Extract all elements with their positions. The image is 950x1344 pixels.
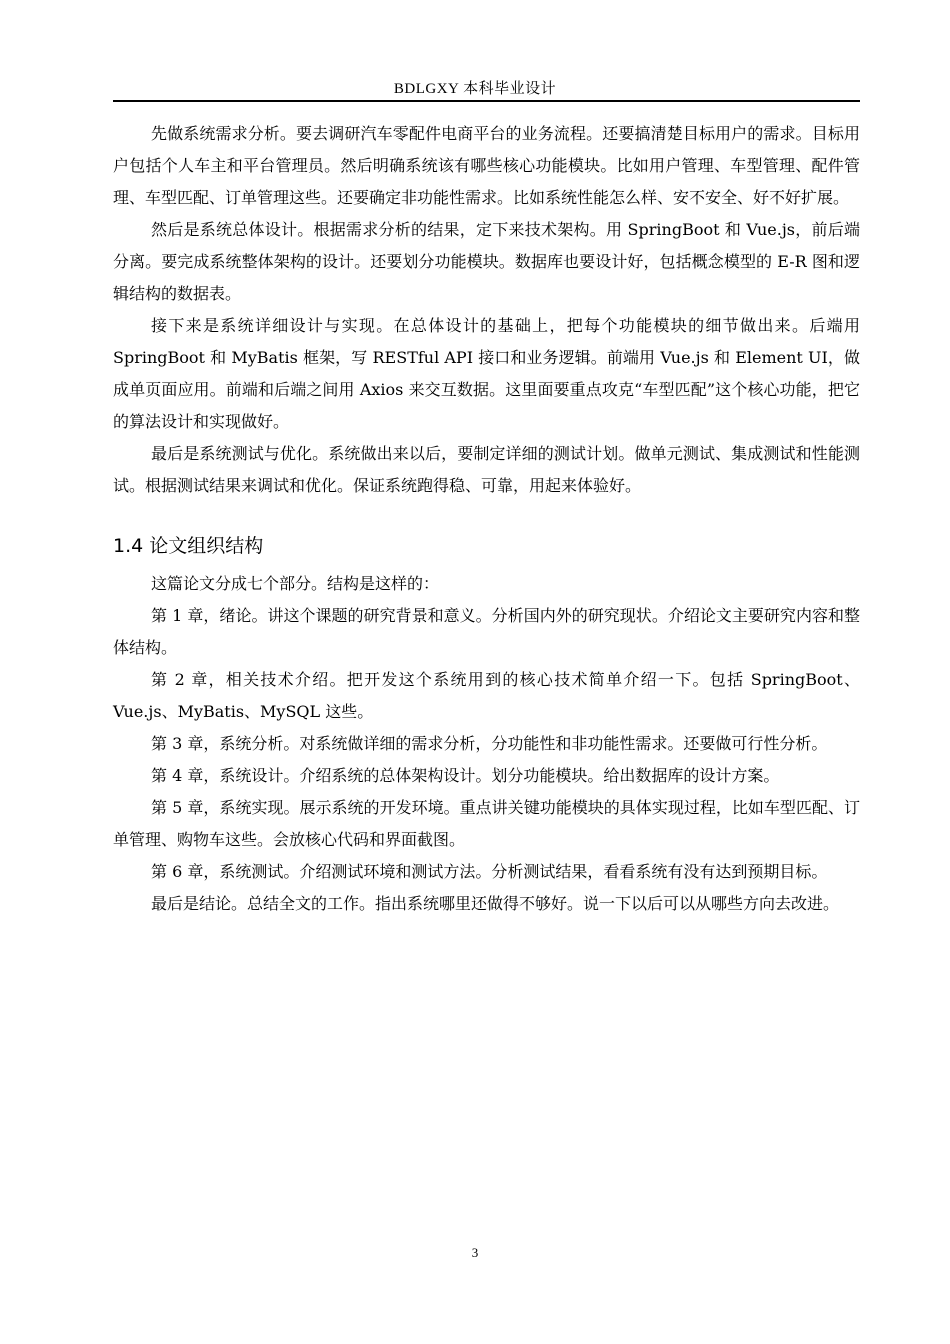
header-rule (113, 100, 860, 102)
body-paragraph: 然后是系统总体设计。根据需求分析的结果，定下来技术架构。用 SpringBoot 和 Vue.js，前后端分离。要完成系统整体架构的设计。还要划分功能模块。数据库也要设计好，包括概念模型的 E-R 图和逻辑结构的数据表。 (113, 220, 860, 303)
document-body (113, 118, 860, 920)
section-paragraph: 第 5 章，系统实现。展示系统的开发环境。重点讲关键功能模块的具体实现过程，比如车型匹配、订单管理、购物车这些。会放核心代码和界面截图。 (113, 798, 860, 849)
body-paragraph: 接下来是系统详细设计与实现。在总体设计的基础上，把每个功能模块的细节做出来。后端用 SpringBoot 和 MyBatis 框架，写 RESTful API 接口和业务逻辑。前端用 Vue.js 和 Element UI，做成单页面应用。前端和后端之间用 Axios 来交互数据。这里面要重点攻克“车型匹配”这个核心功能，把它的算法设计和实现做好。 (113, 316, 860, 431)
section-paragraph: 最后是结论。总结全文的工作。指出系统哪里还做得不够好。说一下以后可以从哪些方向去改进。 (151, 894, 840, 913)
section-paragraph: 第 6 章，系统测试。介绍测试环境和测试方法。分析测试结果，看看系统有没有达到预期目标。 (151, 862, 828, 881)
page-header-title: BDLGXY 本科毕业设计 (393, 81, 557, 97)
section-paragraph: 第 3 章，系统分析。对系统做详细的需求分析，分功能性和非功能性需求。还要做可行性分析。 (151, 734, 828, 753)
section-paragraph: 第 1 章，绪论。讲这个课题的研究背景和意义。分析国内外的研究现状。介绍论文主要研究内容和整体结构。 (113, 606, 860, 657)
section-paragraph: 这篇论文分成七个部分。结构是这样的： (151, 574, 440, 593)
section-paragraph: 第 4 章，系统设计。介绍系统的总体架构设计。划分功能模块。给出数据库的设计方案。 (151, 766, 780, 785)
body-paragraph: 最后是系统测试与优化。系统做出来以后，要制定详细的测试计划。做单元测试、集成测试和性能测试。根据测试结果来调试和优化。保证系统跑得稳、可靠，用起来体验好。 (113, 444, 860, 495)
page-number: 3 (471, 1245, 479, 1260)
section-heading: 1.4 论文组织结构 (113, 535, 264, 557)
section-paragraph: 第 2 章，相关技术介绍。把开发这个系统用到的核心技术简单介绍一下。包括 SpringBoot、Vue.js、MyBatis、MySQL 这些。 (113, 670, 860, 721)
body-paragraph: 先做系统需求分析。要去调研汽车零配件电商平台的业务流程。还要搞清楚目标用户的需求。目标用户包括个人车主和平台管理员。然后明确系统该有哪些核心功能模块。比如用户管理、车型管理、配件管理、车型匹配、订单管理这些。还要确定非功能性需求。比如系统性能怎么样、安不安全、好不好扩展。 (113, 124, 860, 207)
